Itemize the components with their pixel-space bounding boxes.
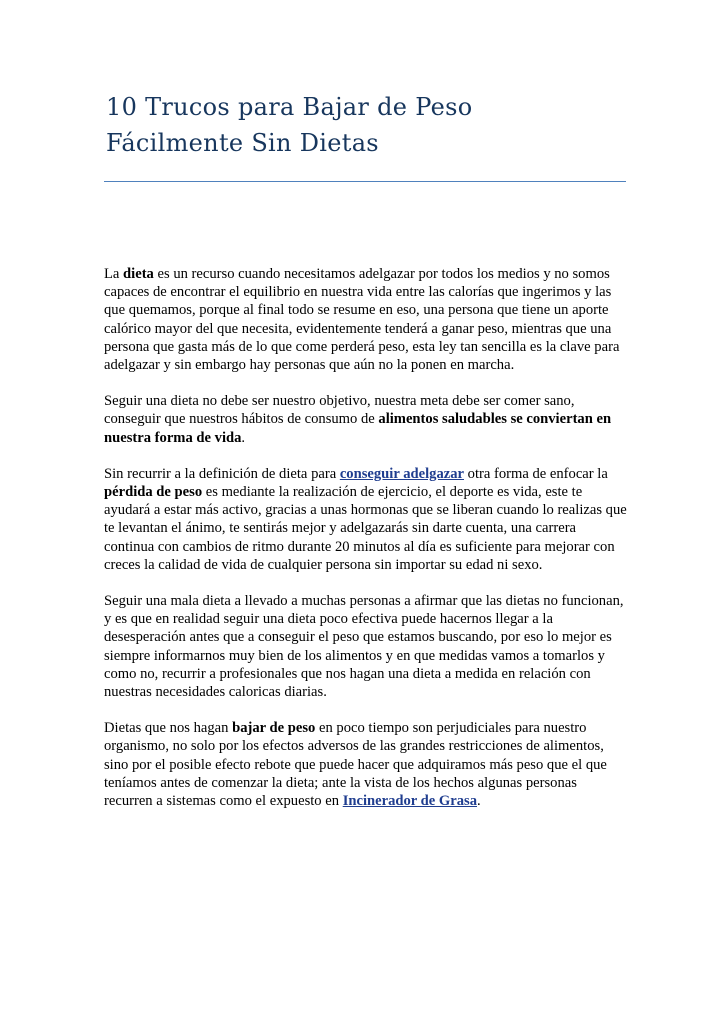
article-body (104, 265, 628, 828)
title-line-2: Fácilmente Sin Dietas (106, 129, 379, 157)
paragraph-5 (104, 719, 628, 810)
text-span: Dietas que nos hagan (104, 720, 233, 737)
text-span: en poco tiempo son perjudiciales para nuestro organismo, no solo por los efectos adversos de las grandes restricciones de alimentos, sino por el posible efecto rebote que puede hacer que adquiramos más peso que el que teníamos antes de comenzar la dieta; ante la vista de los hechos algunas personas recurren a sistemas como el expuesto en (104, 720, 607, 810)
text-span: otra forma de enfocar la (464, 465, 608, 482)
paragraph-1 (104, 265, 628, 374)
title-line-1: 10 Trucos para Bajar de Peso (106, 93, 473, 121)
text-span: Sin recurrir a la definición de dieta para (104, 465, 340, 482)
bold-term-dieta: dieta (123, 266, 154, 282)
text-span: Seguir una mala dieta a llevado a muchas personas a afirmar que las dietas no funcionan, y es que en realidad seguir una dieta poco efectiva puede hacernos llegar a la desesperación antes que a conseguir el peso que estamos buscando, por eso lo mejor es siempre informarnos muy bien de los alimentos y en que medidas vamos a tomarlos y como no, recurrir a profesionales que nos hagan una dieta a medida en relación con nuestras necesidades caloricas diarias. (104, 593, 624, 701)
bold-term-perdida-de-peso: pérdida de peso (104, 484, 203, 501)
paragraph-2 (104, 392, 628, 447)
bold-term-bajar-de-peso: bajar de peso (232, 720, 316, 737)
link-conseguir-adelgazar[interactable]: conseguir adelgazar (339, 465, 464, 482)
bold-term-alimentos-saludables: alimentos saludables se conviertan en nuestra forma de vida (104, 411, 612, 446)
link-incinerador-de-grasa[interactable]: Incinerador de Grasa (342, 793, 478, 810)
page-title (106, 89, 626, 161)
text-span: es mediante la realización de ejercicio, el deporte es vida, este te ayudará a estar más activo, gracias a unas hormonas que se liberan cuando lo realizas que te levantan el ánimo, te sentirás mejor y adelgazarás sin darte cuenta, una carrera continua con cambios de ritmo durante 20 minutos al día es suficiente para mejorar con creces la calidad de vida de cualquier persona sin importar su edad ni sexo. (104, 484, 627, 573)
text-span: La (104, 266, 124, 282)
text-span: Seguir una dieta no debe ser nuestro objetivo, nuestra meta debe ser comer sano, conseguir que nuestros hábitos de consumo de (104, 393, 575, 428)
text-span: . (477, 793, 481, 810)
title-underline-rule (104, 181, 626, 182)
paragraph-4 (104, 592, 628, 701)
text-span: es un recurso cuando necesitamos adelgazar por todos los medios y no somos capaces de encontrar el equilibrio en nuestra vida entre las calorías que ingerimos y las que quemamos, porque al final todo se resume en eso, una persona que tiene un aporte calórico mayor del que necesita, evidentemente tenderá a ganar peso, mientras que una persona que gasta más de lo que come perderá peso, esta ley tan sencilla es la clave para adelgazar y sin embargo hay personas que aún no la ponen en marcha. (104, 266, 620, 374)
text-span: . (241, 429, 246, 446)
paragraph-3 (104, 465, 628, 574)
